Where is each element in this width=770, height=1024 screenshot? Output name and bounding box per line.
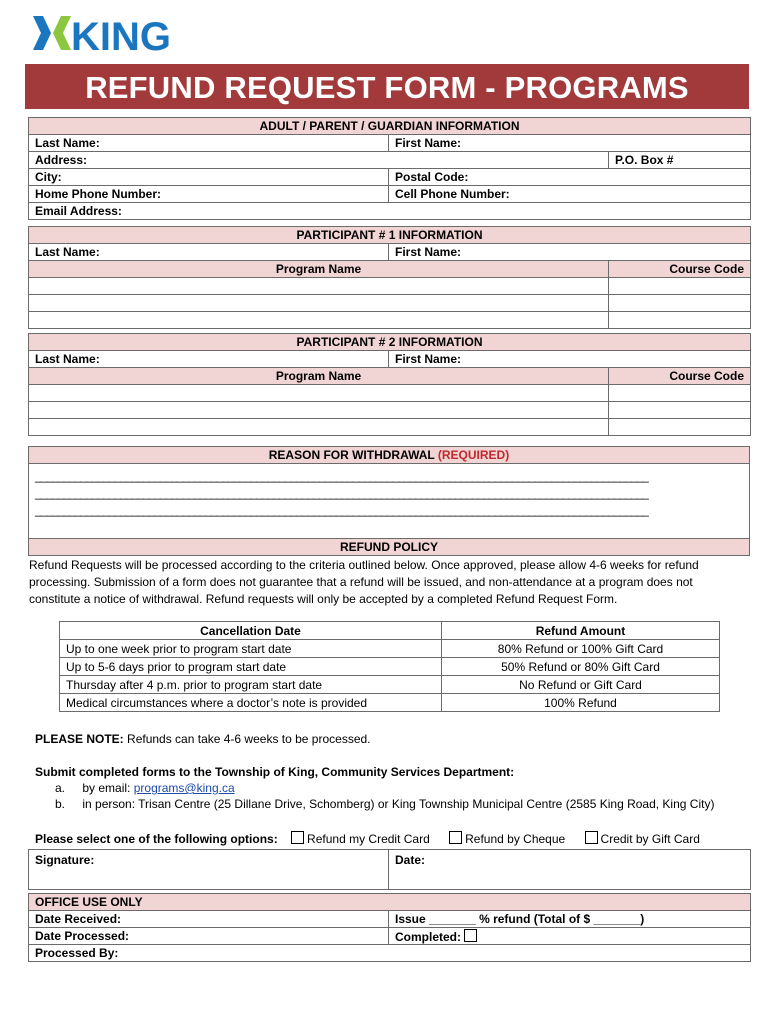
option-a-text: by email: xyxy=(82,781,131,795)
date-received-field[interactable]: Date Received: xyxy=(29,911,389,928)
participant1-course-cell[interactable] xyxy=(609,312,751,329)
completed-field[interactable] xyxy=(389,928,751,945)
option-a-label: a. xyxy=(55,781,66,795)
options-label: Please select one of the following options: xyxy=(35,832,278,846)
cancellation-date-cell: Medical circumstances where a doctor’s note is provided xyxy=(60,694,442,712)
participant2-program-cell[interactable] xyxy=(29,385,609,402)
participant2-first-name-field[interactable]: First Name: xyxy=(389,351,751,368)
option-b-label: b. xyxy=(55,797,66,811)
reason-line: ____________________________________________________________________________________________________________ xyxy=(35,486,648,500)
refund-options-row xyxy=(35,831,750,848)
reason-required-label: (REQUIRED) xyxy=(437,448,510,462)
email-field[interactable]: Email Address: xyxy=(29,203,751,220)
please-note-text: Refunds can take 4-6 weeks to be processed. xyxy=(127,732,371,746)
option-b-text: in person: Trisan Centre (25 Dillane Drive, Schomberg) or King Township Municipal Centre (2585 King Road, King City) xyxy=(82,797,715,811)
home-phone-field[interactable]: Home Phone Number: xyxy=(29,186,389,203)
participant2-course-cell[interactable] xyxy=(609,419,751,436)
date-field[interactable]: Date: xyxy=(389,850,751,890)
participant1-program-cell[interactable] xyxy=(29,312,609,329)
checkbox-completed[interactable] xyxy=(464,929,477,942)
option-gift-card[interactable]: Credit by Gift Card xyxy=(585,832,700,846)
email-link[interactable]: programs@king.ca xyxy=(133,781,235,795)
reason-heading-text: REASON FOR WITHDRAWAL xyxy=(268,448,435,462)
participant2-course-header: Course Code xyxy=(609,368,751,385)
cancellation-date-cell: Up to one week prior to program start date xyxy=(60,640,442,658)
participant2-program-header: Program Name xyxy=(29,368,609,385)
cancellation-table xyxy=(59,621,720,712)
adult-info-table xyxy=(28,117,751,220)
checkbox-cheque[interactable] xyxy=(449,831,462,844)
participant2-course-cell[interactable] xyxy=(609,385,751,402)
participant2-heading: PARTICIPANT # 2 INFORMATION xyxy=(29,334,751,351)
refund-policy-text: Refund Requests will be processed according to the criteria outlined below. Once approved, please allow 4-6 weeks for refund processing. Submission of a form does not guarantee that a refund will be issued, and non-attendance at a program does not constitute a notice of withdrawal. Refund requests will only be accepted by a completed Refund Request Form. xyxy=(29,558,699,606)
form-title: REFUND REQUEST FORM - PROGRAMS xyxy=(25,64,749,109)
checkbox-credit-card[interactable] xyxy=(291,831,304,844)
refund-amount-cell: No Refund or Gift Card xyxy=(442,676,720,694)
cancellation-date-cell: Up to 5-6 days prior to program start date xyxy=(60,658,442,676)
reason-line: ____________________________________________________________________________________________________________ xyxy=(35,503,648,517)
participant1-last-name-field[interactable]: Last Name: xyxy=(29,244,389,261)
option-credit-card[interactable]: Refund my Credit Card xyxy=(291,832,430,846)
participant2-program-cell[interactable] xyxy=(29,419,609,436)
cancellation-date-cell: Thursday after 4 p.m. prior to program start date xyxy=(60,676,442,694)
address-field[interactable]: Address: xyxy=(29,152,609,169)
refund-policy-heading: REFUND POLICY xyxy=(29,539,750,556)
participant2-program-cell[interactable] xyxy=(29,402,609,419)
processed-by-field[interactable]: Processed By: xyxy=(29,945,751,962)
po-box-field[interactable]: P.O. Box # xyxy=(609,152,751,169)
option-cheque[interactable]: Refund by Cheque xyxy=(449,832,565,846)
please-note xyxy=(35,731,735,748)
king-logo xyxy=(31,12,171,59)
participant2-last-name-field[interactable]: Last Name: xyxy=(29,351,389,368)
participant2-course-cell[interactable] xyxy=(609,402,751,419)
refund-amount-cell: 100% Refund xyxy=(442,694,720,712)
reason-line: ____________________________________________________________________________________________________________ xyxy=(35,469,648,483)
refund-amount-cell: 80% Refund or 100% Gift Card xyxy=(442,640,720,658)
completed-label: Completed: xyxy=(395,929,461,944)
signature-field[interactable]: Signature: xyxy=(29,850,389,890)
reason-heading xyxy=(29,447,750,464)
participant1-program-header: Program Name xyxy=(29,261,609,278)
adult-heading: ADULT / PARENT / GUARDIAN INFORMATION xyxy=(29,118,751,135)
signature-table xyxy=(28,849,751,890)
participant1-first-name-field[interactable]: First Name: xyxy=(389,244,751,261)
participant1-heading: PARTICIPANT # 1 INFORMATION xyxy=(29,227,751,244)
adult-last-name-field[interactable]: Last Name: xyxy=(29,135,389,152)
refund-amount-cell: 50% Refund or 80% Gift Card xyxy=(442,658,720,676)
office-use-table xyxy=(28,893,751,962)
participant1-program-cell[interactable] xyxy=(29,278,609,295)
checkbox-gift-card[interactable] xyxy=(585,831,598,844)
submit-heading: Submit completed forms to the Township of King, Community Services Department: xyxy=(35,765,515,779)
office-use-heading: OFFICE USE ONLY xyxy=(29,894,751,911)
cell-phone-field[interactable]: Cell Phone Number: xyxy=(389,186,751,203)
refund-amount-header: Refund Amount xyxy=(442,622,720,640)
participant1-course-cell[interactable] xyxy=(609,278,751,295)
postal-code-field[interactable]: Postal Code: xyxy=(389,169,751,186)
participant1-course-header: Course Code xyxy=(609,261,751,278)
logo-text: KING xyxy=(71,15,171,59)
reason-table xyxy=(28,446,750,556)
date-processed-field[interactable]: Date Processed: xyxy=(29,928,389,945)
participant1-course-cell[interactable] xyxy=(609,295,751,312)
adult-first-name-field[interactable]: First Name: xyxy=(389,135,751,152)
city-field[interactable]: City: xyxy=(29,169,389,186)
please-note-label: PLEASE NOTE: xyxy=(35,732,124,746)
submit-option-b xyxy=(55,796,765,813)
cancellation-date-header: Cancellation Date xyxy=(60,622,442,640)
issue-field[interactable]: Issue _______ % refund (Total of $ _______) xyxy=(389,911,751,928)
participant1-program-cell[interactable] xyxy=(29,295,609,312)
reason-input-area[interactable] xyxy=(29,464,750,539)
submit-option-a xyxy=(55,780,755,797)
participant1-table xyxy=(28,226,751,329)
participant2-table xyxy=(28,333,751,436)
